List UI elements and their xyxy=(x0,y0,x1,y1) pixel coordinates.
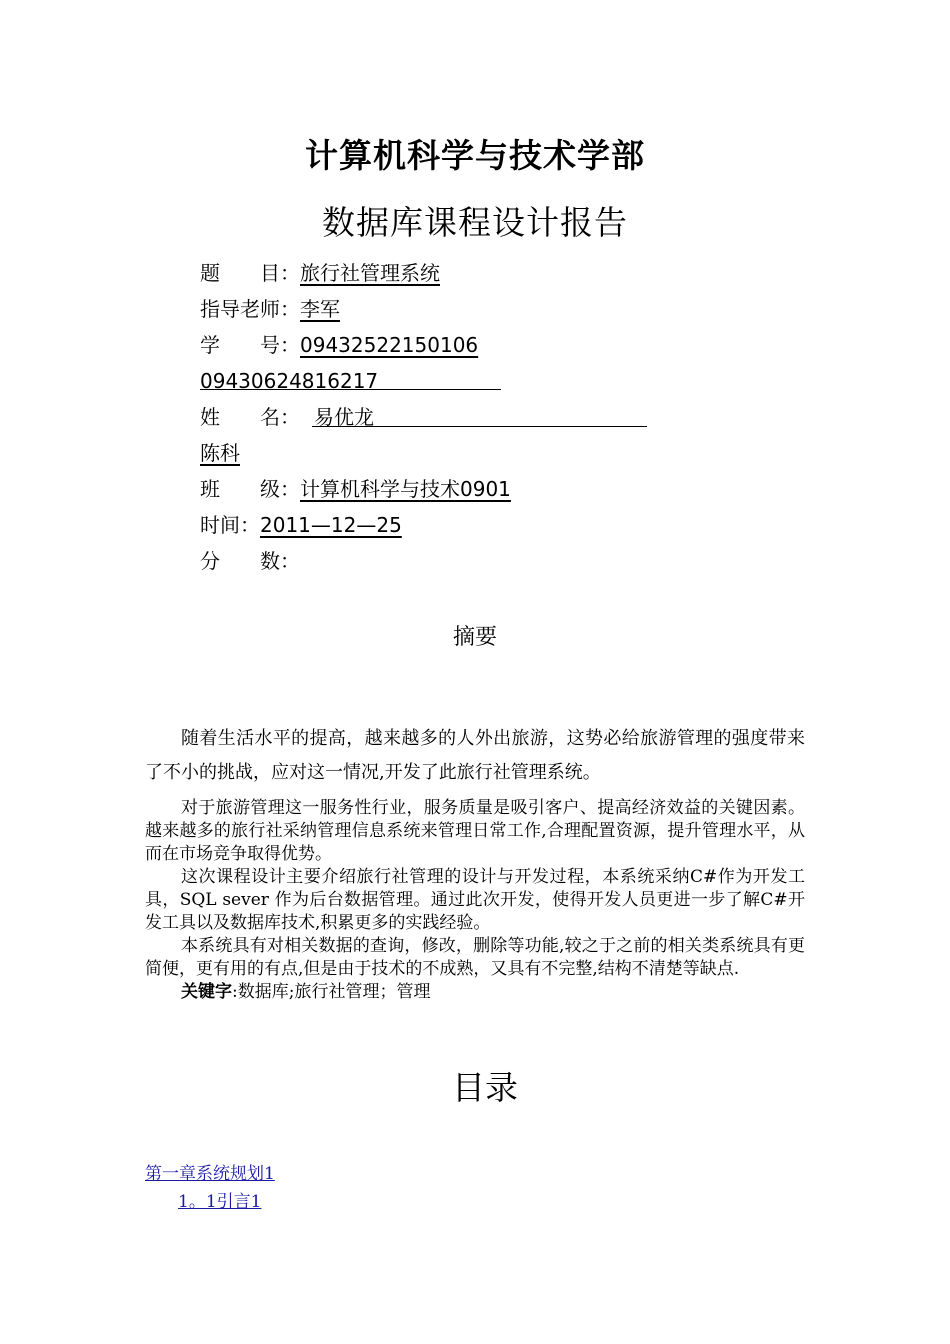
abstract-paragraph-3: 这次课程设计主要介绍旅行社管理的设计与开发过程，本系统采纳C#作为开发工具，SQL sever 作为后台数据管理。通过此次开发，使得开发人员更进一步了解C#开发工具以及数据库技术,积累更多的实践经验。 xyxy=(145,867,805,933)
name-row-2 xyxy=(200,438,240,468)
class-label: 班 级： xyxy=(200,477,300,501)
keywords-label: 关键字 xyxy=(181,982,232,1002)
abstract-paragraph-2: 对于旅游管理这一服务性行业，服务质量是吸引客户、提高经济效益的关键因素。越来越多的旅行社采纳管理信息系统来管理日常工作,合理配置资源，提升管理水平，从而在市场竞争取得优势。 xyxy=(145,798,805,864)
name-row xyxy=(200,402,374,432)
topic-value: 旅行社管理系统 xyxy=(300,261,440,285)
student-id-value-2: 09430624816217 xyxy=(200,369,379,393)
abstract-paragraph-1: 随着生活水平的提高，越来越多的人外出旅游，这势必给旅游管理的强度带来了不小的挑战，应对这一情况,开发了此旅行社管理系统。 xyxy=(145,728,805,783)
report-title: 数据库课程设计报告 xyxy=(322,203,628,242)
student-id-row xyxy=(200,330,478,360)
toc-heading: 目录 xyxy=(452,1068,518,1107)
class-row xyxy=(200,474,511,504)
keywords-line xyxy=(145,981,805,1004)
score-label: 分 数： xyxy=(200,549,300,573)
name-underline xyxy=(312,426,647,427)
time-row xyxy=(200,510,402,540)
student-id-value-1: 09432522150106 xyxy=(300,333,479,357)
keywords-value: :数据库;旅行社管理；管理 xyxy=(232,982,431,1002)
toc-item-section-1-1[interactable] xyxy=(178,1187,261,1212)
department-title: 计算机科学与技术学部 xyxy=(305,136,645,175)
topic-row xyxy=(200,258,440,288)
advisor-value: 李军 xyxy=(300,297,340,321)
advisor-label: 指导老师： xyxy=(200,297,300,321)
toc-item-label[interactable]: 1。1引言1 xyxy=(178,1192,262,1212)
toc-item-chapter-1[interactable] xyxy=(145,1159,275,1184)
name-value-2: 陈科 xyxy=(200,441,240,465)
toc-item-label[interactable]: 第一章系统规划1 xyxy=(145,1164,275,1184)
student-id-label: 学 号： xyxy=(200,333,300,357)
class-value: 计算机科学与技术0901 xyxy=(300,477,511,501)
name-value-1: 易优龙 xyxy=(314,405,374,429)
score-row xyxy=(200,546,300,576)
student-id-underline xyxy=(200,389,501,390)
abstract-body xyxy=(145,797,805,1004)
time-label: 时间： xyxy=(200,513,260,537)
name-label: 姓 名： xyxy=(200,405,300,429)
advisor-row xyxy=(200,294,340,324)
time-value: 2011—12—25 xyxy=(260,513,402,537)
abstract-paragraph-4: 本系统具有对相关数据的查询，修改，删除等功能,较之于之前的相关类系统具有更简便，更有用的有点,但是由于技术的不成熟，又具有不完整,结构不清楚等缺点. xyxy=(145,936,805,979)
abstract-heading: 摘要 xyxy=(452,625,497,650)
topic-label: 题 目： xyxy=(200,261,300,285)
student-id-row-2 xyxy=(200,366,378,396)
